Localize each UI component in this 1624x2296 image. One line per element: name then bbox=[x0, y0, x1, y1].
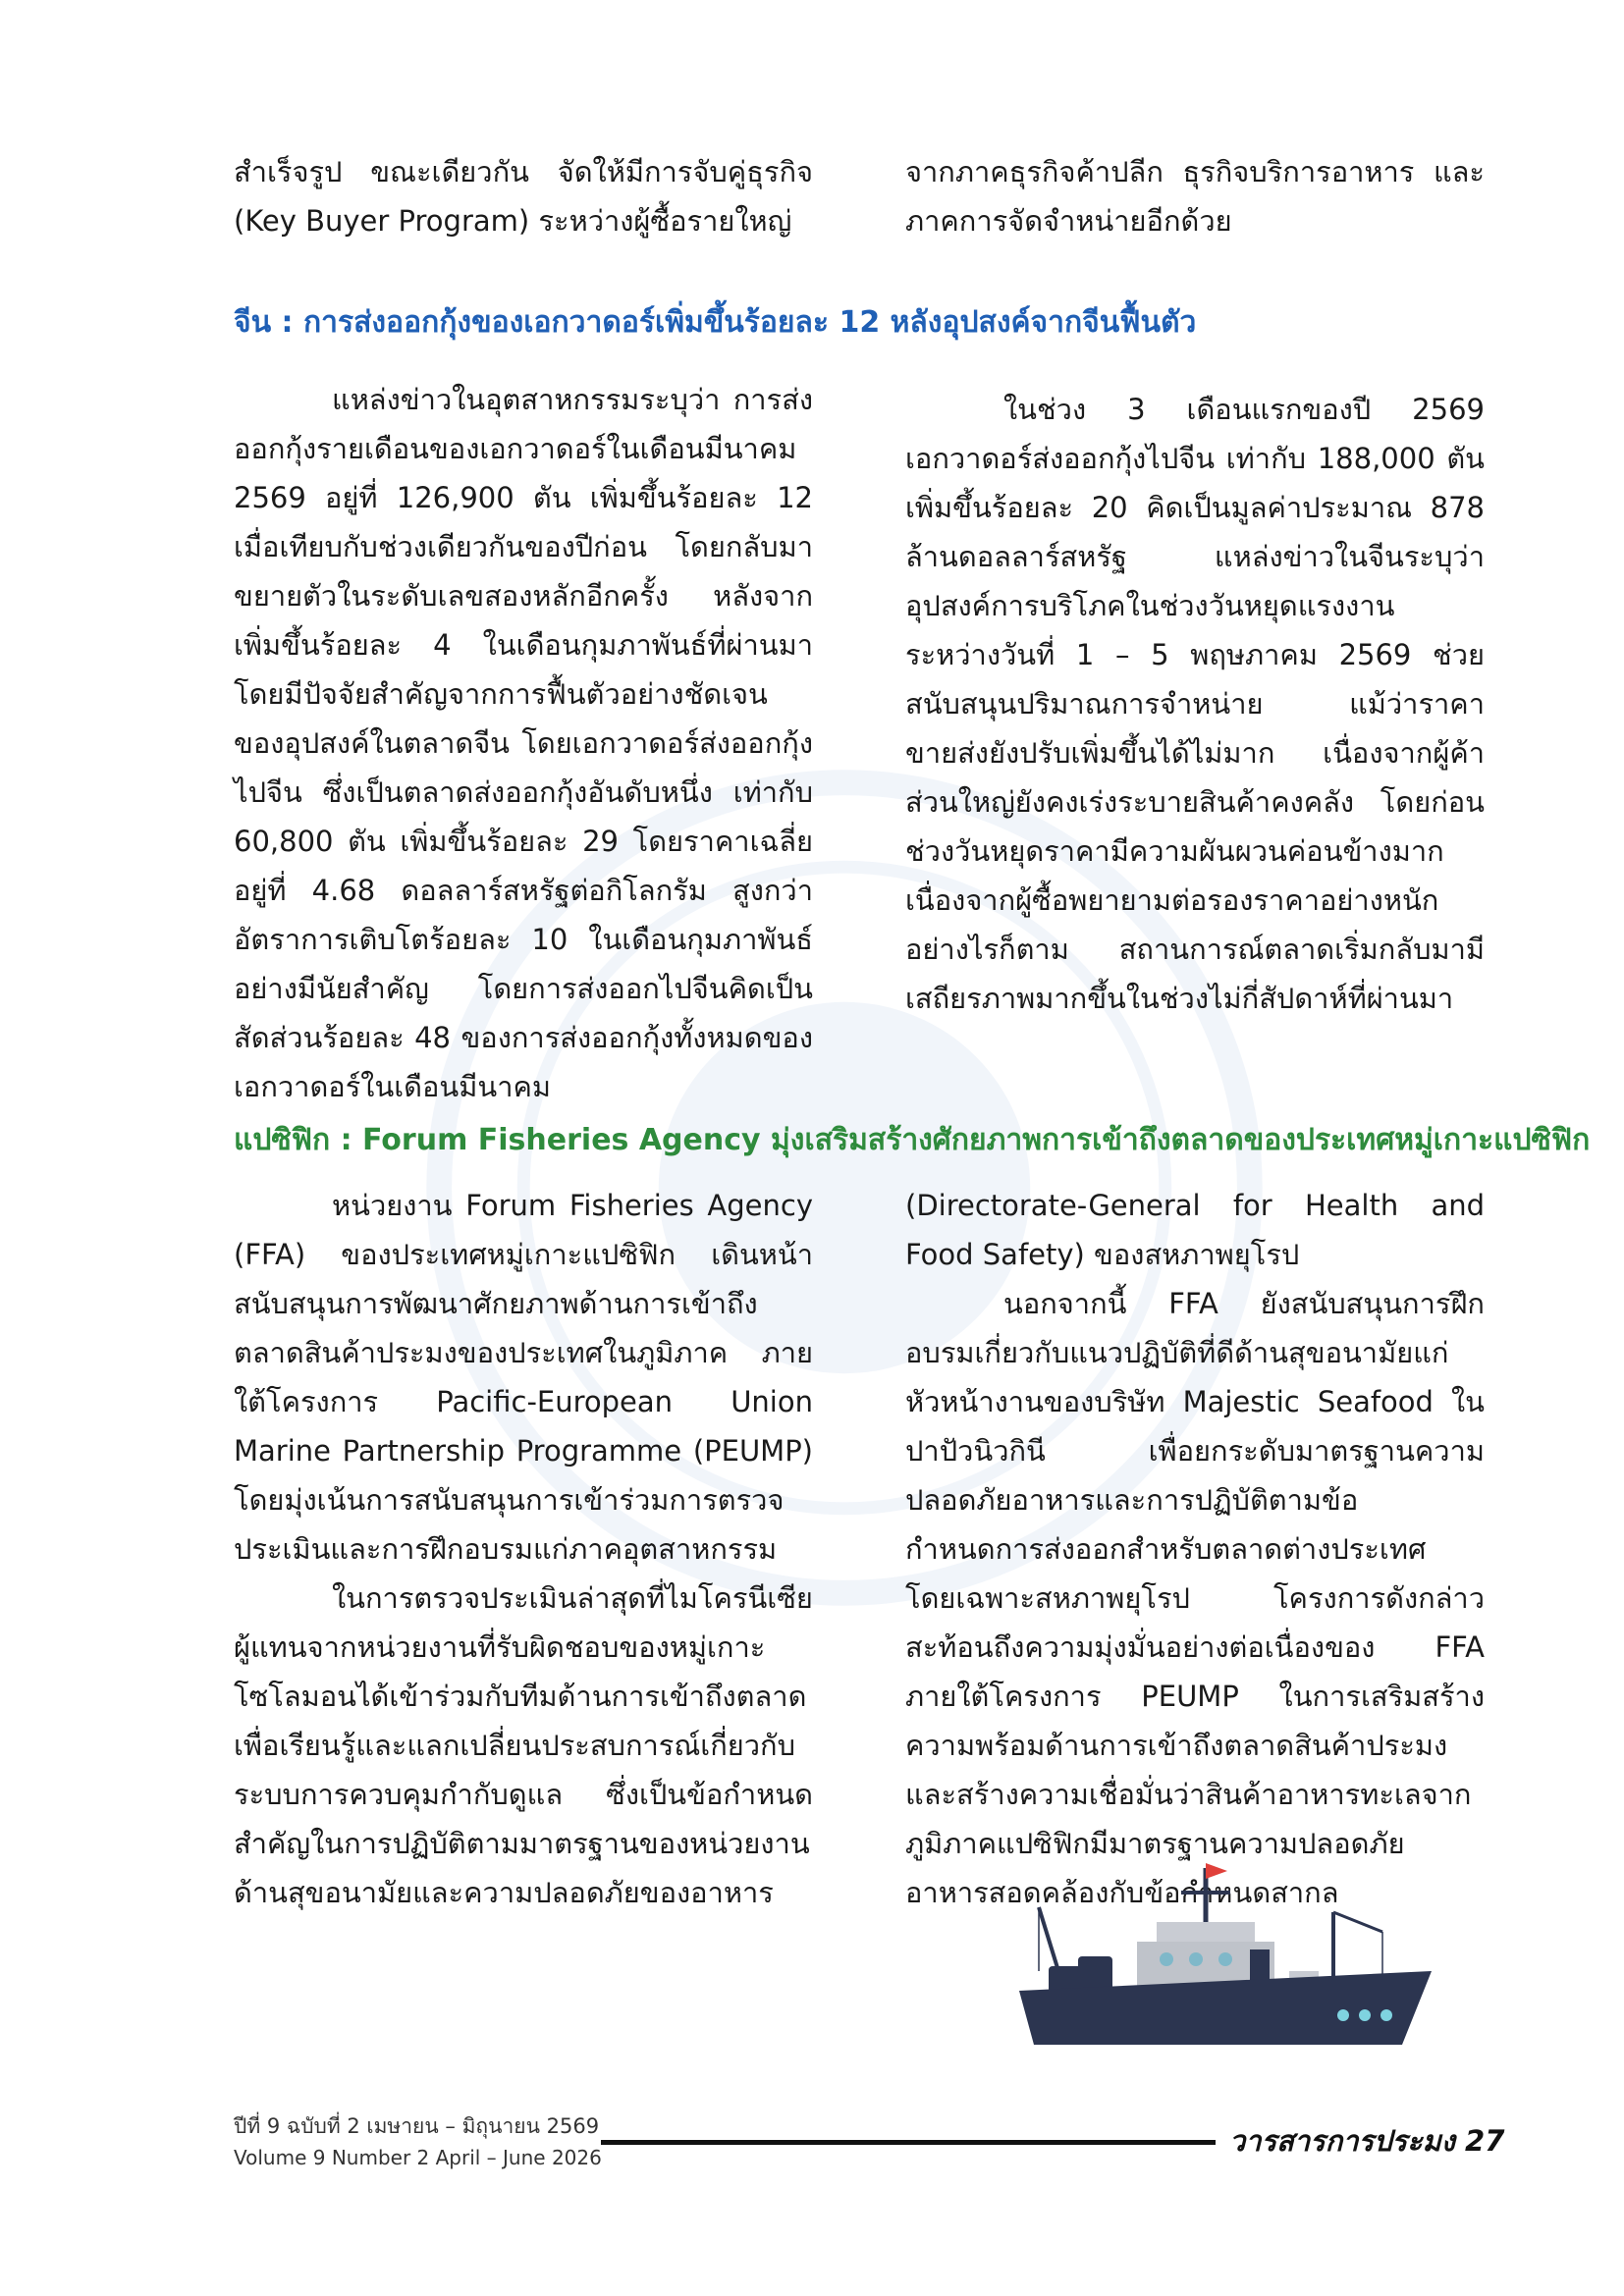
paragraph: (Directorate-General for Health and Food Safety) ของสหภาพยุโรป bbox=[905, 1189, 1485, 1271]
paragraph: ในการตรวจประเมินล่าสุดที่ไมโครนีเซีย ผู้แทนจากหน่วยงานที่รับผิดชอบของหมู่เกาะโซโลมอนได้เข้าร่วมกับทีมด้านการเข้าถึงตลาดเพื่อเรียนรู้และแลกเปลี่ยนประสบการณ์เกี่ยวกับระบบการควบคุมกำกับดูแล ซึ่งเป็นข้อกำหนดสำคัญในการปฏิบัติตามมาตรฐานของหน่วยงานด้านสุขอนามัยและความปลอดภัยของอาหาร bbox=[234, 1581, 813, 1909]
top-right-column bbox=[905, 147, 1485, 245]
top-left-column bbox=[234, 147, 813, 245]
paragraph: นอกจากนี้ FFA ยังสนับสนุนการฝึกอบรมเกี่ยวกับแนวปฏิบัติที่ดีด้านสุขอนามัยแก่หัวหน้างานของบริษัท Majestic Seafood ในปาปัวนิวกินี เพื่อยกระดับมาตรฐานความปลอดภัยอาหารและการปฏิบัติตามข้อกำหนดการส่งออกสำหรับตลาดต่างประเทศ โดยเฉพาะสหภาพยุโรป โครงการดังกล่าวสะท้อนถึงความมุ่งมั่นอย่างต่อเนื่องของ FFA ภายใต้โครงการ PEUMP ในการเสริมสร้างความพร้อมด้านการเข้าถึงตลาดสินค้าประมง และสร้างความเชื่อมั่นว่าสินค้าอาหารทะเลจากภูมิภาคแปซิฟิกมีมาตรฐานความปลอดภัยอาหารสอดคล้องกับข้อกำหนดสากล bbox=[905, 1287, 1485, 1909]
section2-right-column bbox=[905, 1181, 1485, 1917]
paragraph: จากภาคธุรกิจค้าปลีก ธุรกิจบริการอาหาร และภาคการจัดจำหน่ายอีกด้วย bbox=[905, 155, 1485, 238]
footer-divider bbox=[601, 2140, 1216, 2145]
section-heading-china: จีน : การส่งออกกุ้งของเอกวาดอร์เพิ่มขึ้นร้อยละ 12 หลังอุปสงค์จากจีนฟื้นตัว bbox=[234, 305, 1197, 340]
paragraph: หน่วยงาน Forum Fisheries Agency (FFA) ของประเทศหมู่เกาะแปซิฟิก เดินหน้าสนับสนุนการพัฒนาศักยภาพด้านการเข้าถึงตลาดสินค้าประมงของประเทศในภูมิภาค ภายใต้โครงการ Pacific-European Union Marine Partnership Programme (PEUMP) โดยมุ่งเน้นการสนับสนุนการเข้าร่วมการตรวจประเมินและการฝึกอบรมแก่ภาคอุตสาหกรรม bbox=[234, 1189, 813, 1566]
paragraph: แหล่งข่าวในอุตสาหกรรมระบุว่า การส่งออกกุ้งรายเดือนของเอกวาดอร์ในเดือนมีนาคม 2569 อยู่ที่ 126,900 ตัน เพิ่มขึ้นร้อยละ 12 เมื่อเทียบกับช่วงเดียวกันของปีก่อน โดยกลับมาขยายตัวในระดับเลขสองหลักอีกครั้ง หลังจากเพิ่มขึ้นร้อยละ 4 ในเดือนกุมภาพันธ์ที่ผ่านมา โดยมีปัจจัยสำคัญจากการฟื้นตัวอย่างชัดเจนของอุปสงค์ในตลาดจีน โดยเอกวาดอร์ส่งออกกุ้งไปจีน ซึ่งเป็นตลาดส่งออกกุ้งอันดับหนึ่ง เท่ากับ 60,800 ตัน เพิ่มขึ้นร้อยละ 29 โดยราคาเฉลี่ยอยู่ที่ 4.68 ดอลลาร์สหรัฐต่อกิโลกรัม สูงกว่าอัตราการเติบโตร้อยละ 10 ในเดือนกุมภาพันธ์อย่างมีนัยสำคัญ โดยการส่งออกไปจีนคิดเป็นสัดส่วนร้อยละ 48 ของการส่งออกกุ้งทั้งหมดของเอกวาดอร์ในเดือนมีนาคม bbox=[234, 383, 813, 1103]
section-heading-pacific: แปซิฟิก : Forum Fisheries Agency มุ่งเสริมสร้างศักยภาพการเข้าถึงตลาดของประเทศหมู่เกาะแปซิฟิก bbox=[234, 1123, 1591, 1157]
section1-right-column bbox=[905, 385, 1485, 1023]
paragraph: สำเร็จรูป ขณะเดียวกัน จัดให้มีการจับคู่ธุรกิจ (Key Buyer Program) ระหว่างผู้ซื้อรายใหญ่ bbox=[234, 155, 813, 238]
fishing-boat-illustration bbox=[1009, 1853, 1451, 2050]
section2-left-column bbox=[234, 1181, 813, 1917]
footer-journal-page: วารสารการประมง 27 bbox=[1229, 2124, 1505, 2158]
footer-issue-thai: ปีที่ 9 ฉบับที่ 2 เมษายน – มิถุนายน 2569 bbox=[234, 2114, 600, 2138]
footer-issue-english: Volume 9 Number 2 April – June 2026 bbox=[234, 2146, 602, 2169]
paragraph: ในช่วง 3 เดือนแรกของปี 2569 เอกวาดอร์ส่งออกกุ้งไปจีน เท่ากับ 188,000 ตัน เพิ่มขึ้นร้อยละ 20 คิดเป็นมูลค่าประมาณ 878 ล้านดอลลาร์สหรัฐ แหล่งข่าวในจีนระบุว่า อุปสงค์การบริโภคในช่วงวันหยุดแรงงาน ระหว่างวันที่ 1 – 5 พฤษภาคม 2569 ช่วยสนับสนุนปริมาณการจำหน่าย แม้ว่าราคาขายส่งยังปรับเพิ่มขึ้นได้ไม่มาก เนื่องจากผู้ค้าส่วนใหญ่ยังคงเร่งระบายสินค้าคงคลัง โดยก่อนช่วงวันหยุดราคามีความผันผวนค่อนข้างมาก เนื่องจากผู้ซื้อพยายามต่อรองราคาอย่างหนัก อย่างไรก็ตาม สถานการณ์ตลาดเริ่มกลับมามีเสถียรภาพมากขึ้นในช่วงไม่กี่สัปดาห์ที่ผ่านมา bbox=[905, 393, 1485, 1015]
section1-left-column bbox=[234, 375, 813, 1111]
